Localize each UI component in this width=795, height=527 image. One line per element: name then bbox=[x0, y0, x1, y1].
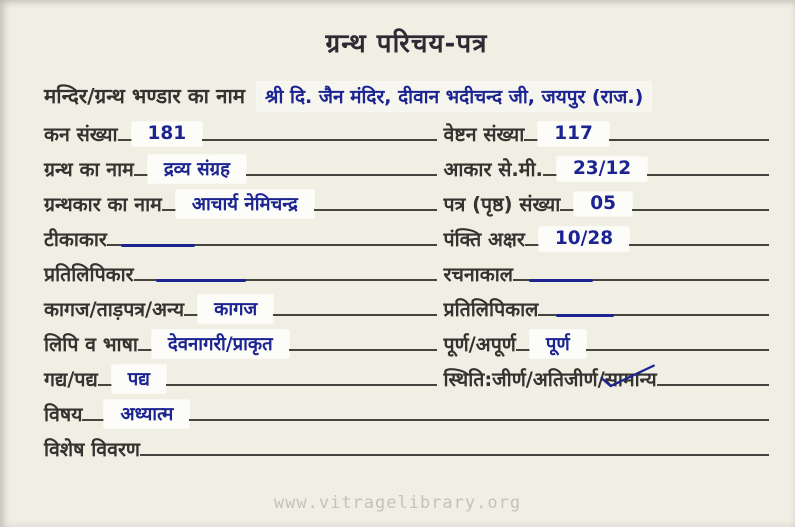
field-book-name bbox=[44, 155, 407, 183]
completeness-label: पूर्ण/अपूर्ण bbox=[443, 333, 516, 356]
field-material bbox=[44, 295, 407, 323]
row-commentator-lines bbox=[44, 221, 769, 256]
copy-date-label: प्रतिलिपिकाल bbox=[443, 298, 539, 321]
copyist-label: प्रतिलिपिकार bbox=[44, 263, 134, 286]
field-script-language bbox=[44, 330, 407, 358]
watermark: www.vitragelibrary.org bbox=[273, 493, 522, 513]
row-copyist-composition bbox=[44, 256, 769, 291]
lines-letters-value: 10/28 bbox=[539, 227, 629, 251]
bundle-number-label: वेष्टन संख्या bbox=[443, 123, 525, 146]
row-script-complete bbox=[44, 326, 769, 361]
field-bundle-number bbox=[407, 120, 770, 147]
prose-verse-label: गद्य/पद्य bbox=[44, 368, 98, 391]
size-cm-label: आकार से.मी. bbox=[443, 158, 543, 181]
row-serial-bundle bbox=[44, 116, 769, 151]
commentator-label: टीकाकार bbox=[44, 228, 107, 251]
lines-letters-label: पंक्ति अक्षर bbox=[443, 228, 525, 251]
field-composition-date bbox=[407, 260, 770, 287]
serial-number-label: कन संख्या bbox=[44, 123, 118, 146]
row-subject bbox=[44, 396, 769, 431]
subject-label: विषय bbox=[44, 403, 83, 426]
field-lines-letters bbox=[407, 225, 770, 252]
blank-mark bbox=[529, 279, 593, 283]
row-material-copydate bbox=[44, 291, 769, 326]
page-count-value: 05 bbox=[574, 192, 632, 216]
temple-name-value: श्री दि. जैन मंदिर, दीवान भदीचन्द जी, जयपुर (राज.) bbox=[257, 82, 651, 111]
composition-date-label: रचनाकाल bbox=[443, 263, 513, 286]
author-name-value: आचार्य नेमिचन्द्र bbox=[176, 190, 314, 218]
page-count-label: पत्र (पृष्ठ) संख्या bbox=[443, 193, 561, 216]
book-name-label: ग्रन्थ का नाम bbox=[44, 158, 134, 181]
row-author-pages bbox=[44, 186, 769, 221]
field-page-count bbox=[407, 190, 770, 217]
serial-number-value: 181 bbox=[132, 122, 203, 146]
script-language-value: देवनागरी/प्राकृत bbox=[152, 330, 289, 358]
size-cm-value: 23/12 bbox=[557, 157, 647, 181]
prose-verse-value: पद्य bbox=[112, 365, 166, 393]
blank-mark bbox=[121, 244, 195, 248]
field-completeness bbox=[407, 330, 770, 358]
blank-mark bbox=[156, 279, 246, 283]
condition-checked-option: सामान्य bbox=[605, 365, 657, 392]
page-title: ग्रन्थ परिचय-पत्र bbox=[325, 29, 488, 59]
condition-label bbox=[444, 365, 657, 392]
material-value: कागज bbox=[198, 295, 273, 323]
row-special-details bbox=[44, 431, 769, 466]
row-temple-name bbox=[44, 76, 769, 116]
field-copyist bbox=[44, 260, 407, 287]
field-prose-verse bbox=[44, 365, 407, 393]
field-condition bbox=[407, 365, 770, 392]
field-size-cm bbox=[407, 155, 770, 182]
temple-name-label: मन्दिर/ग्रन्थ भण्डार का नाम bbox=[44, 84, 246, 108]
bundle-number-value: 117 bbox=[538, 122, 609, 146]
script-language-label: लिपि व भाषा bbox=[44, 333, 138, 356]
row-prose-condition bbox=[44, 361, 769, 396]
book-name-value: द्रव्य संग्रह bbox=[148, 155, 246, 183]
field-commentator bbox=[44, 225, 407, 252]
blank-mark bbox=[556, 314, 614, 318]
field-copy-date bbox=[407, 295, 770, 322]
special-details-label: विशेष विवरण bbox=[44, 438, 141, 461]
subject-value: अध्यात्म bbox=[104, 400, 189, 428]
material-label: कागज/ताड़पत्र/अन्य bbox=[44, 298, 185, 321]
row-book-size bbox=[44, 151, 769, 186]
field-serial-number bbox=[44, 120, 407, 147]
field-author-name bbox=[44, 190, 407, 218]
completeness-value: पूर्ण bbox=[530, 330, 586, 358]
author-name-label: ग्रन्थकार का नाम bbox=[44, 193, 162, 216]
condition-label-prefix: स्थिति:जीर्ण/अतिजीर्ण/ bbox=[443, 368, 605, 391]
